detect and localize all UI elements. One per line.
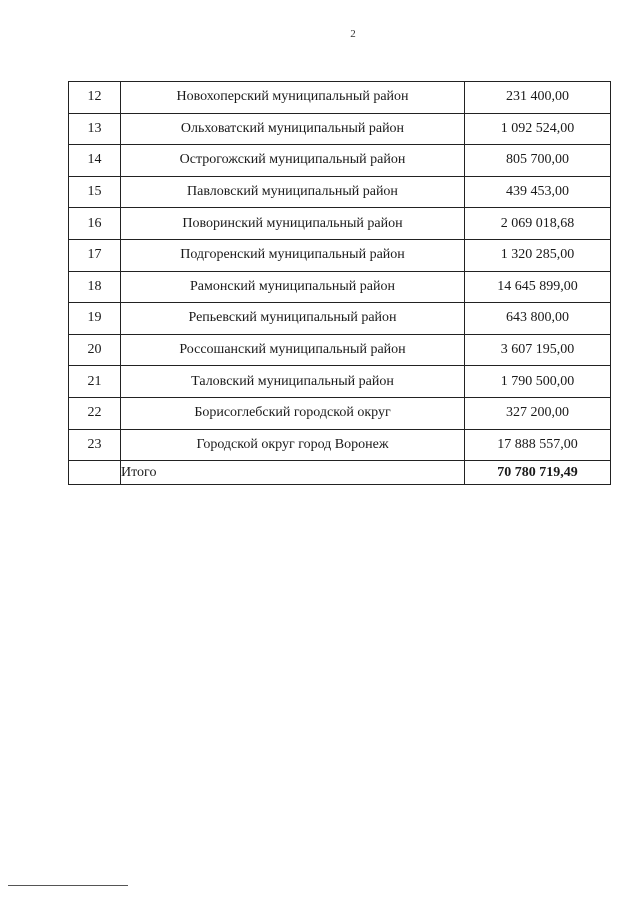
municipality-name: Борисоглебский городской округ — [121, 397, 465, 429]
table-row — [69, 397, 611, 429]
amount: 231 400,00 — [465, 82, 611, 114]
row-number: 23 — [69, 429, 121, 461]
row-number: 12 — [69, 82, 121, 114]
row-number: 16 — [69, 208, 121, 240]
amount: 643 800,00 — [465, 303, 611, 335]
row-number: 19 — [69, 303, 121, 335]
municipality-name: Репьевский муниципальный район — [121, 303, 465, 335]
row-number: 20 — [69, 334, 121, 366]
municipality-name: Острогожский муниципальный район — [121, 145, 465, 177]
table-row — [69, 303, 611, 335]
municipality-name: Городской округ город Воронеж — [121, 429, 465, 461]
table-row — [69, 145, 611, 177]
row-number: 13 — [69, 113, 121, 145]
amount: 1 092 524,00 — [465, 113, 611, 145]
municipality-name: Рамонский муниципальный район — [121, 271, 465, 303]
table-row — [69, 113, 611, 145]
table-row — [69, 82, 611, 114]
amount: 2 069 018,68 — [465, 208, 611, 240]
table-row — [69, 208, 611, 240]
total-amount: 70 780 719,49 — [465, 461, 611, 485]
row-number: 18 — [69, 271, 121, 303]
row-number: 14 — [69, 145, 121, 177]
row-number: 22 — [69, 397, 121, 429]
row-number: 21 — [69, 366, 121, 398]
table-row — [69, 176, 611, 208]
row-number: 15 — [69, 176, 121, 208]
municipality-name: Таловский муниципальный район — [121, 366, 465, 398]
amount: 1 790 500,00 — [465, 366, 611, 398]
amount: 327 200,00 — [465, 397, 611, 429]
allocation-table — [68, 81, 611, 485]
municipality-name: Россошанский муниципальный район — [121, 334, 465, 366]
page-number: 2 — [350, 28, 356, 40]
municipality-name: Ольховатский муниципальный район — [121, 113, 465, 145]
municipality-name: Павловский муниципальный район — [121, 176, 465, 208]
table-body — [69, 82, 611, 485]
table-row — [69, 239, 611, 271]
amount: 1 320 285,00 — [465, 239, 611, 271]
amount: 805 700,00 — [465, 145, 611, 177]
table-row — [69, 334, 611, 366]
table-row — [69, 429, 611, 461]
amount: 3 607 195,00 — [465, 334, 611, 366]
row-number: 17 — [69, 239, 121, 271]
table-row — [69, 271, 611, 303]
municipality-name: Новохоперский муниципальный район — [121, 82, 465, 114]
total-row — [69, 461, 611, 485]
total-label: Итого — [121, 461, 465, 485]
amount: 14 645 899,00 — [465, 271, 611, 303]
municipality-name: Подгоренский муниципальный район — [121, 239, 465, 271]
amount: 17 888 557,00 — [465, 429, 611, 461]
footnote-divider — [8, 885, 128, 886]
total-empty-cell — [69, 461, 121, 485]
amount: 439 453,00 — [465, 176, 611, 208]
municipality-name: Поворинский муниципальный район — [121, 208, 465, 240]
table-row — [69, 366, 611, 398]
